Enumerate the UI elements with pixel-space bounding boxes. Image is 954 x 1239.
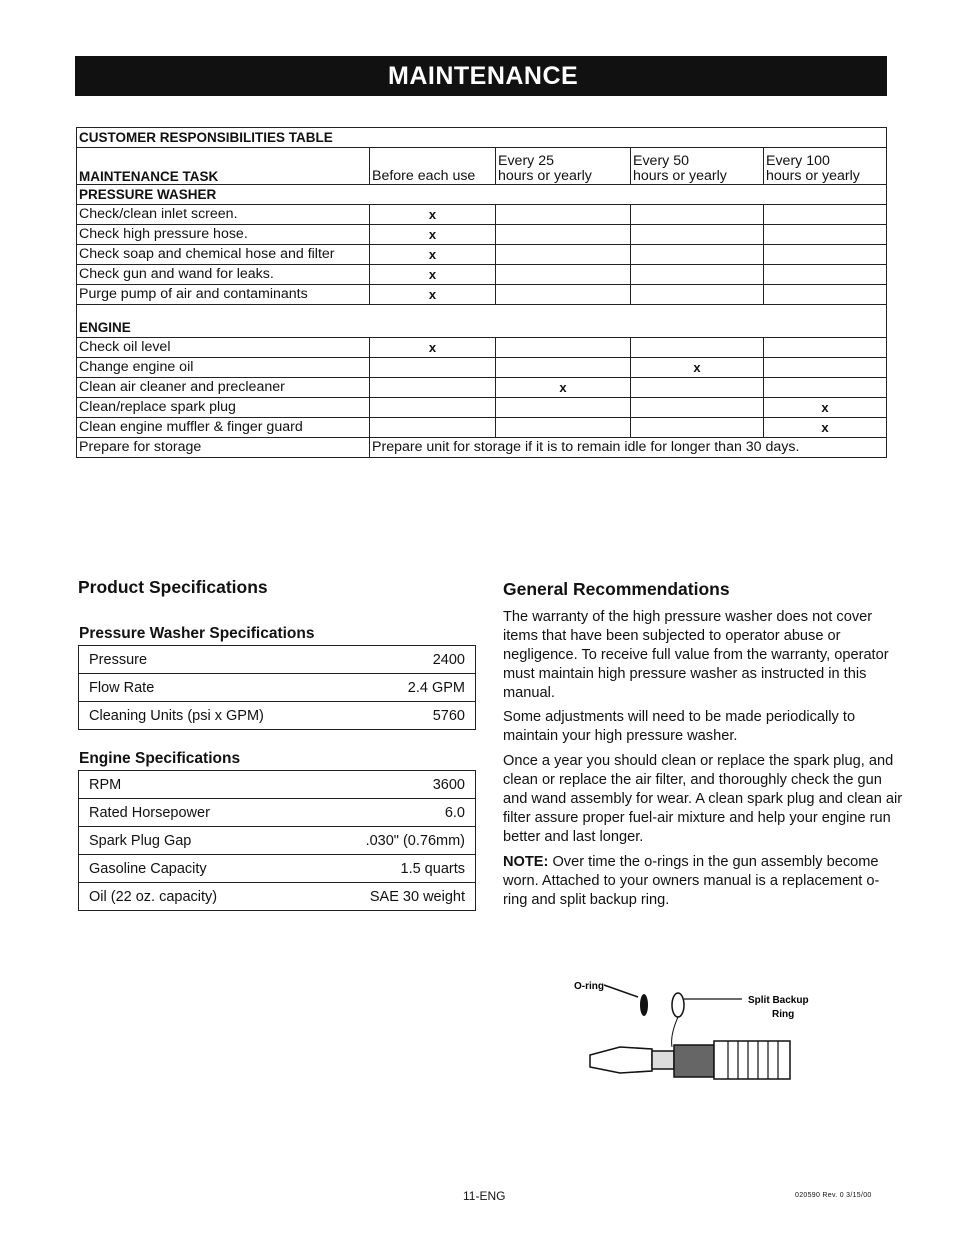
pressure-specs-title: Pressure Washer Specifications bbox=[79, 625, 315, 642]
storage-note: Prepare unit for storage if it is to remain idle for longer than 30 days. bbox=[370, 438, 887, 458]
revision-code: 020590 Rev. 0 3/15/00 bbox=[795, 1192, 872, 1199]
spec-label: Spark Plug Gap bbox=[79, 827, 299, 855]
spec-value: 3600 bbox=[298, 771, 475, 799]
spec-row bbox=[79, 771, 476, 799]
table-row bbox=[77, 265, 887, 285]
task-cell: Check high pressure hose. bbox=[77, 225, 370, 245]
mark-cell bbox=[631, 285, 764, 305]
mark-cell bbox=[631, 225, 764, 245]
task-header: MAINTENANCE TASK bbox=[77, 148, 370, 185]
oring-label: O-ring bbox=[574, 981, 604, 992]
page-number: 11-ENG bbox=[463, 1189, 506, 1203]
general-recommendations-title: General Recommendations bbox=[503, 579, 730, 599]
spec-label: Gasoline Capacity bbox=[79, 855, 299, 883]
table-title: CUSTOMER RESPONSIBILITIES TABLE bbox=[77, 128, 887, 148]
spec-value: 2400 bbox=[363, 646, 476, 674]
table-row bbox=[77, 338, 887, 358]
mark-cell bbox=[764, 205, 887, 225]
mark-cell bbox=[631, 338, 764, 358]
maintenance-banner: MAINTENANCE bbox=[75, 56, 887, 96]
mark-cell bbox=[631, 265, 764, 285]
engine-specs-title: Engine Specifications bbox=[79, 750, 241, 767]
spec-row bbox=[79, 827, 476, 855]
mark-cell bbox=[764, 358, 887, 378]
task-cell: Change engine oil bbox=[77, 358, 370, 378]
mark-cell: x bbox=[370, 205, 496, 225]
customer-responsibilities-table bbox=[76, 127, 887, 458]
mark-cell: x bbox=[764, 398, 887, 418]
spec-row bbox=[79, 702, 476, 730]
column-header: Every 50 hours or yearly bbox=[631, 148, 764, 185]
spec-label: Cleaning Units (psi x GPM) bbox=[79, 702, 363, 730]
spec-label: Pressure bbox=[79, 646, 363, 674]
mark-cell bbox=[370, 398, 496, 418]
mark-cell: x bbox=[631, 358, 764, 378]
column-header: Every 25 hours or yearly bbox=[496, 148, 631, 185]
mark-cell bbox=[496, 285, 631, 305]
mark-cell bbox=[496, 225, 631, 245]
mark-cell bbox=[631, 205, 764, 225]
engine-specs-table bbox=[78, 770, 476, 911]
spec-label: Rated Horsepower bbox=[79, 799, 299, 827]
mark-cell bbox=[370, 358, 496, 378]
mark-cell: x bbox=[370, 225, 496, 245]
mark-cell bbox=[764, 265, 887, 285]
backup-label-line2: Ring bbox=[772, 1009, 795, 1020]
oring-shape bbox=[640, 994, 648, 1016]
task-cell: Check/clean inlet screen. bbox=[77, 205, 370, 225]
mark-cell bbox=[496, 205, 631, 225]
table-row bbox=[77, 418, 887, 438]
mark-cell: x bbox=[370, 245, 496, 265]
pressure-specs-table bbox=[78, 645, 476, 730]
table-row bbox=[77, 285, 887, 305]
mark-cell bbox=[496, 398, 631, 418]
storage-task: Prepare for storage bbox=[77, 438, 370, 458]
mark-cell bbox=[764, 225, 887, 245]
table-row bbox=[77, 358, 887, 378]
oring-diagram bbox=[560, 975, 840, 1090]
spec-row bbox=[79, 646, 476, 674]
general-paragraph-1: The warranty of the high pressure washer does not cover items that have been subjected to operator abuse or negligence. To receive full value from the warranty, operator must maintain high pressure washer as instructed in this manual. bbox=[503, 609, 889, 701]
spec-value: SAE 30 weight bbox=[298, 883, 475, 911]
table-row bbox=[77, 438, 887, 458]
spec-row bbox=[79, 883, 476, 911]
mark-cell bbox=[631, 378, 764, 398]
table-row bbox=[77, 398, 887, 418]
section-engine: ENGINE bbox=[77, 305, 887, 338]
task-cell: Clean/replace spark plug bbox=[77, 398, 370, 418]
column-header: Every 100 hours or yearly bbox=[764, 148, 887, 185]
mark-cell: x bbox=[370, 265, 496, 285]
mark-cell: x bbox=[370, 285, 496, 305]
spec-value: 5760 bbox=[363, 702, 476, 730]
task-cell: Clean air cleaner and precleaner bbox=[77, 378, 370, 398]
task-cell: Check oil level bbox=[77, 338, 370, 358]
spec-label: Oil (22 oz. capacity) bbox=[79, 883, 299, 911]
task-cell: Check soap and chemical hose and filter bbox=[77, 245, 370, 265]
spec-label: RPM bbox=[79, 771, 299, 799]
mark-cell bbox=[370, 378, 496, 398]
gun-wand-fitting bbox=[590, 1041, 790, 1079]
mark-cell bbox=[496, 338, 631, 358]
mark-cell bbox=[631, 245, 764, 265]
spec-value: 6.0 bbox=[298, 799, 475, 827]
product-specs-title: Product Specifications bbox=[78, 577, 268, 597]
mark-cell bbox=[764, 285, 887, 305]
mark-cell bbox=[631, 418, 764, 438]
spec-row bbox=[79, 674, 476, 702]
mark-cell: x bbox=[370, 338, 496, 358]
mark-cell: x bbox=[764, 418, 887, 438]
column-header: Before each use bbox=[370, 148, 496, 185]
mark-cell bbox=[496, 358, 631, 378]
general-paragraph-2: Some adjustments will need to be made periodically to maintain your high pressure washer. bbox=[503, 709, 856, 744]
mark-cell bbox=[631, 398, 764, 418]
general-paragraph-3: Once a year you should clean or replace the spark plug, and clean or replace the air filter, and thoroughly check the gun and wand assembly for wear. A clean spark plug and clean air filter assure proper fuel-air mixture and help your engine run better and last longer. bbox=[503, 753, 903, 845]
mark-cell: x bbox=[496, 378, 631, 398]
spec-value: 2.4 GPM bbox=[363, 674, 476, 702]
spec-label: Flow Rate bbox=[79, 674, 363, 702]
mark-cell bbox=[370, 418, 496, 438]
mark-cell bbox=[496, 265, 631, 285]
spec-row bbox=[79, 799, 476, 827]
spec-value: 1.5 quarts bbox=[298, 855, 475, 883]
backup-label-line1: Split Backup bbox=[748, 995, 809, 1006]
mark-cell bbox=[764, 378, 887, 398]
task-cell: Purge pump of air and contaminants bbox=[77, 285, 370, 305]
mark-cell bbox=[764, 245, 887, 265]
mark-cell bbox=[496, 245, 631, 265]
task-cell: Clean engine muffler & finger guard bbox=[77, 418, 370, 438]
spec-value: .030" (0.76mm) bbox=[298, 827, 475, 855]
split-backup-ring-shape bbox=[672, 993, 684, 1017]
task-cell: Check gun and wand for leaks. bbox=[77, 265, 370, 285]
table-row bbox=[77, 205, 887, 225]
mark-cell bbox=[496, 418, 631, 438]
table-row bbox=[77, 378, 887, 398]
spec-row bbox=[79, 855, 476, 883]
table-row bbox=[77, 225, 887, 245]
table-row bbox=[77, 245, 887, 265]
general-note: NOTE: Over time the o-rings in the gun assembly become worn. Attached to your owners manual is a replacement o-ring and split backup ring. bbox=[503, 854, 880, 908]
mark-cell bbox=[764, 338, 887, 358]
section-pressure-washer: PRESSURE WASHER bbox=[77, 185, 887, 205]
